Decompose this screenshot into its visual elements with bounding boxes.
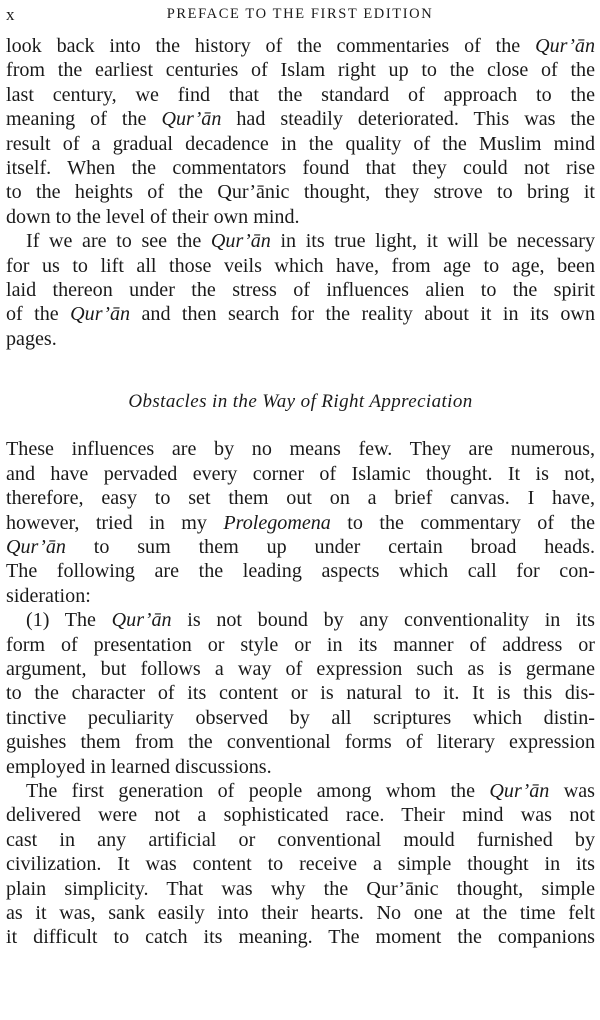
- paragraph: [6, 34, 595, 229]
- running-head: PREFACE TO THE FIRST EDITION: [166, 6, 434, 22]
- paragraph: [6, 229, 595, 351]
- text-line: to the character of its content or is natural to it. It is this dis-: [6, 682, 595, 705]
- text-line: look back into the history of the commentaries of the Qur’ān: [6, 35, 595, 57]
- text-line: laid thereon under the stress of influences alien to the spirit: [6, 279, 595, 302]
- text-line: meaning of the Qur’ān had steadily deteriorated. This was the: [6, 108, 596, 131]
- page-number: x: [6, 5, 15, 24]
- text-line: itself. When the commentators found that they could not rise: [6, 157, 595, 180]
- text-line: Qur’ān to sum them up under certain broad heads.: [6, 535, 595, 558]
- text-line: of the Qur’ān and then search for the reality about it in its own: [6, 303, 595, 326]
- text-line: tinctive peculiarity observed by all scriptures which distin-: [6, 706, 595, 729]
- text-line: guishes them from the conventional forms of literary expression: [6, 731, 595, 754]
- text-line: down to the level of their own mind.: [6, 205, 300, 228]
- text-line: civilization. It was content to receive a simple thought in its: [6, 853, 595, 876]
- section-heading: Obstacles in the Way of Right Appreciation: [128, 391, 473, 413]
- text-line: If we are to see the Qur’ān in its true light, it will be necessary: [26, 230, 595, 253]
- text-line: form of presentation or style or in its manner of address or: [6, 633, 595, 656]
- text-line: result of a gradual decadence in the quality of the Muslim mind: [6, 132, 595, 155]
- text-line: (1) The Qur’ān is not bound by any conventionality in its: [26, 609, 595, 632]
- text-line: The first generation of people among whom the Qur’ān was: [26, 779, 595, 802]
- text-line: to the heights of the Qur’ānic thought, they strove to bring it: [6, 181, 595, 204]
- text-line: argument, but follows a way of expression such as is germane: [6, 657, 595, 680]
- text-line: last century, we find that the standard of approach to the: [6, 83, 595, 106]
- paragraph: [6, 779, 595, 950]
- text-line: plain simplicity. That was why the Qur’ānic thought, simple: [6, 877, 595, 900]
- text-line: therefore, easy to set them out on a brief canvas. I have,: [6, 487, 595, 510]
- text-line: it difficult to catch its meaning. The moment the companions: [6, 926, 595, 949]
- page-header: [6, 5, 594, 27]
- text-line: These influences are by no means few. They are numerous,: [6, 438, 595, 461]
- text-line: cast in any artificial or conventional mould furnished by: [6, 828, 595, 851]
- paragraph: [6, 437, 595, 608]
- paragraph: [6, 608, 595, 779]
- text-line: for us to lift all those veils which have, from age to age, been: [6, 254, 595, 277]
- page-body: [6, 34, 595, 950]
- text-line: The following are the leading aspects which call for con-: [6, 560, 595, 583]
- text-line: from the earliest centuries of Islam right up to the close of the: [6, 59, 595, 82]
- text-line: and have pervaded every corner of Islamic thought. It is not,: [6, 462, 595, 485]
- text-line: employed in learned discussions.: [6, 755, 272, 778]
- text-line: pages.: [6, 327, 57, 350]
- text-line: however, tried in my Prolegomena to the commentary of the: [6, 511, 596, 534]
- text-line: as it was, sank easily into their hearts. No one at the time felt: [6, 902, 595, 924]
- text-line: sideration:: [6, 584, 91, 607]
- text-line: delivered were not a sophisticated race. Their mind was not: [6, 804, 595, 827]
